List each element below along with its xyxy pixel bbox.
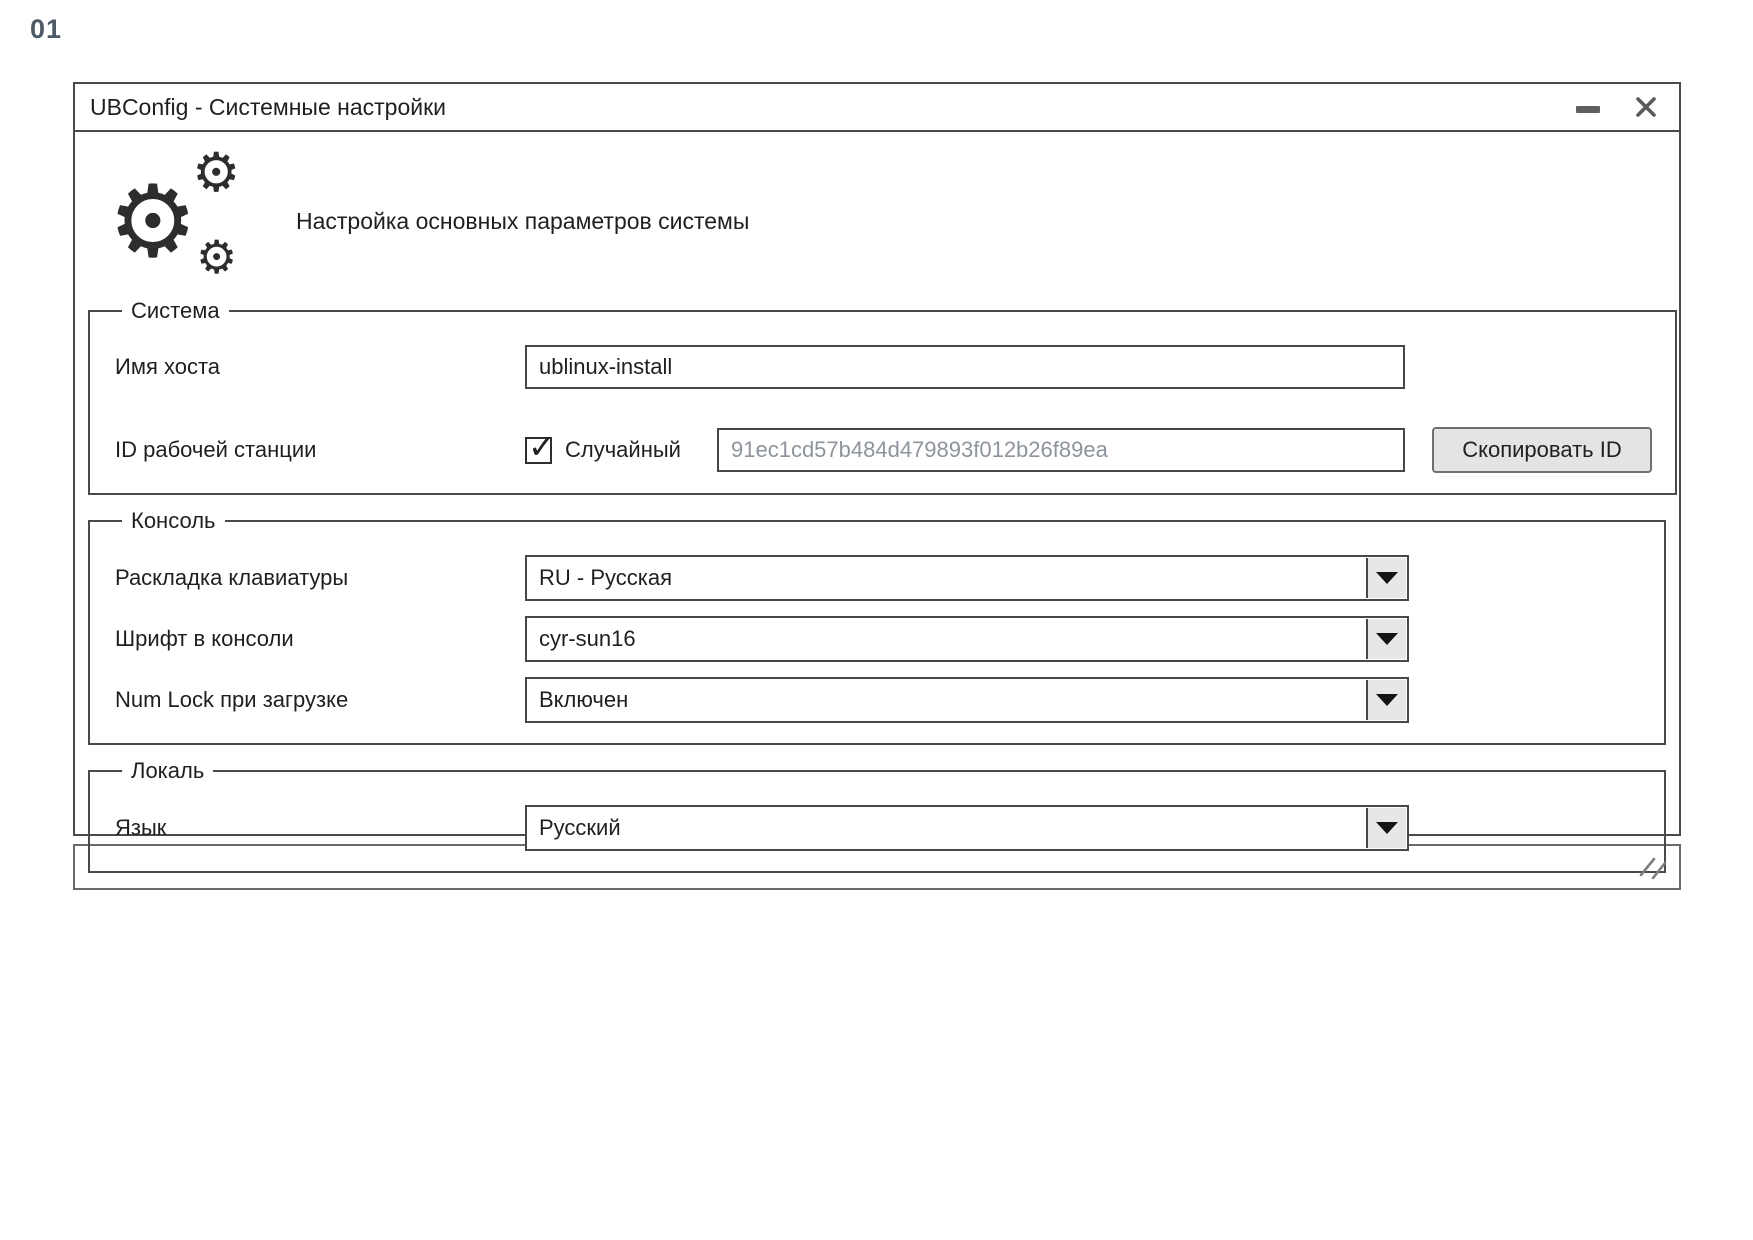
keyboard-layout-row — [115, 555, 1641, 601]
window-content — [75, 132, 1679, 883]
minimize-icon — [1576, 106, 1600, 113]
dropdown-arrow-button[interactable] — [1366, 619, 1406, 659]
hostname-input[interactable] — [525, 345, 1405, 389]
random-checkbox-label: Случайный — [565, 437, 681, 462]
keyboard-layout-select[interactable] — [525, 555, 1409, 601]
station-id-label: ID рабочей станции — [115, 437, 317, 462]
chevron-down-icon — [1376, 572, 1398, 584]
numlock-label: Num Lock при загрузке — [115, 687, 349, 712]
resize-grip[interactable] — [1637, 854, 1669, 880]
chevron-down-icon — [1376, 822, 1398, 834]
language-select[interactable] — [525, 805, 1409, 851]
page-index: 01 — [30, 14, 63, 44]
station-id-row — [115, 427, 1652, 473]
close-icon — [1634, 95, 1658, 119]
console-font-value: cyr-sun16 — [539, 626, 636, 651]
window-frame — [73, 82, 1681, 840]
keyboard-layout-label: Раскладка клавиатуры — [115, 565, 349, 590]
window-controls — [1573, 92, 1661, 122]
hostname-label: Имя хоста — [115, 354, 221, 379]
console-font-label: Шрифт в консоли — [115, 626, 294, 651]
group-system-title: Система — [131, 298, 220, 323]
station-id-input — [717, 428, 1405, 472]
minimize-button[interactable] — [1573, 92, 1603, 122]
chevron-down-icon — [1376, 694, 1398, 706]
console-font-row — [115, 616, 1641, 662]
random-checkbox[interactable] — [525, 426, 556, 466]
copy-id-button[interactable]: Скопировать ID — [1432, 427, 1652, 473]
language-value: Русский — [539, 815, 621, 840]
dialog-description: Настройка основных параметров системы — [296, 207, 750, 234]
hostname-row — [115, 345, 1652, 389]
chevron-down-icon — [1376, 633, 1398, 645]
group-console — [88, 508, 1666, 745]
titlebar — [75, 84, 1679, 132]
console-font-select[interactable] — [525, 616, 1409, 662]
checkmark-icon: ✓ — [528, 426, 556, 466]
group-locale — [88, 758, 1666, 873]
language-label: Язык — [115, 815, 167, 840]
numlock-row — [115, 677, 1641, 723]
dropdown-arrow-button[interactable] — [1366, 558, 1406, 598]
close-button[interactable] — [1631, 92, 1661, 122]
dropdown-arrow-button[interactable] — [1366, 680, 1406, 720]
window-title: UBConfig - Системные настройки — [90, 93, 446, 120]
language-row — [115, 805, 1641, 851]
header-row — [108, 141, 1659, 292]
ubconfig-window — [73, 82, 1681, 890]
group-console-title: Консоль — [131, 508, 216, 533]
keyboard-layout-value: RU - Русская — [539, 565, 673, 590]
random-checkbox-wrap — [525, 426, 717, 466]
numlock-value: Включен — [539, 687, 629, 712]
numlock-select[interactable] — [525, 677, 1409, 723]
gears-icon: ⚙︎ ⚙︎ ⚙︎ — [108, 141, 241, 284]
group-locale-title: Локаль — [131, 758, 205, 783]
group-system — [88, 298, 1677, 495]
dropdown-arrow-button[interactable] — [1366, 808, 1406, 848]
